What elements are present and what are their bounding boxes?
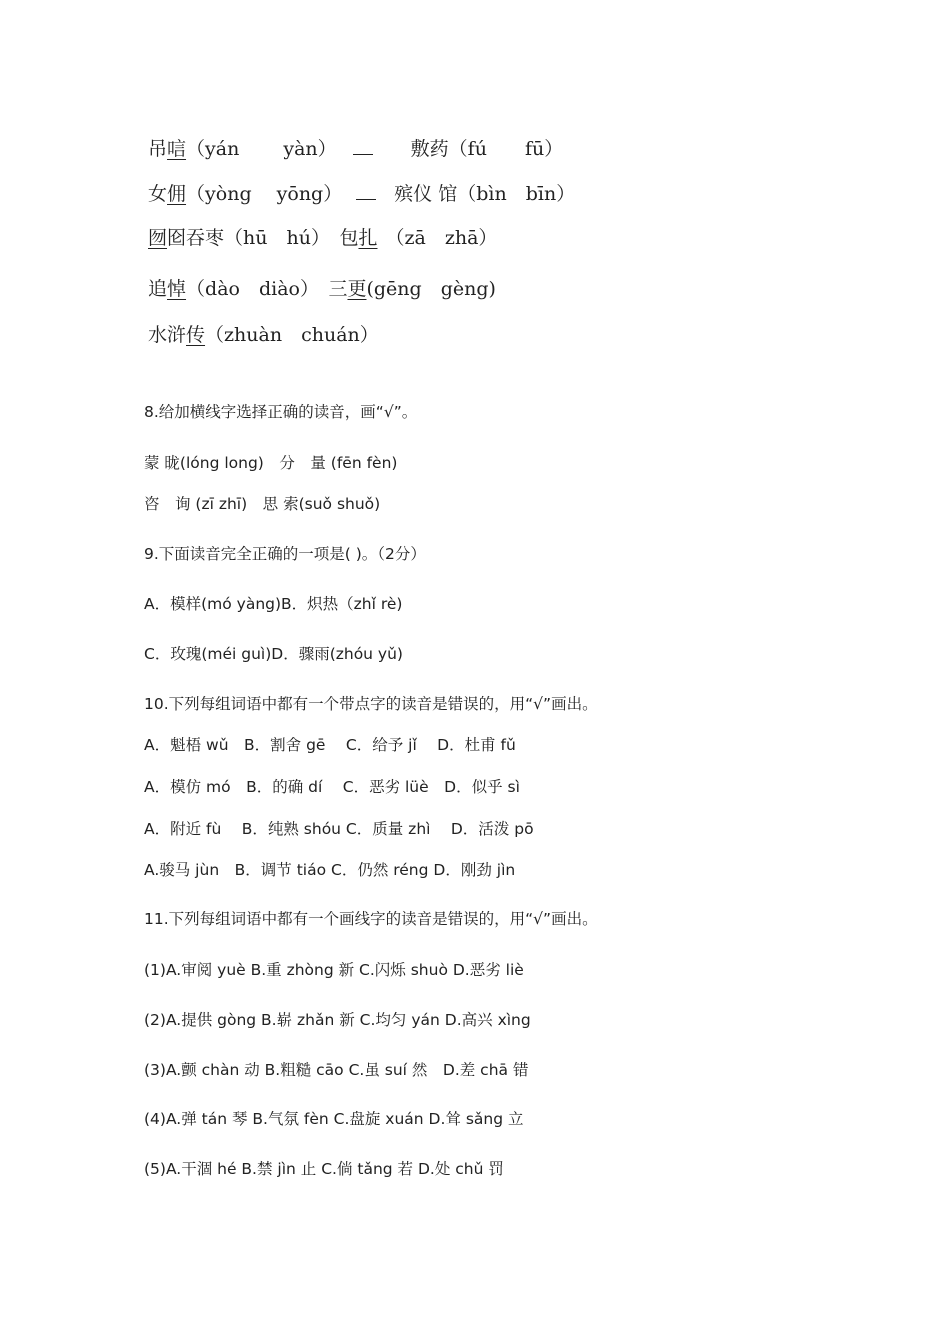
question-10-heading: 10.下列每组词语中都有一个带点字的读音是错误的，用“√”画出。: [144, 695, 598, 713]
pinyin-options: （zā zhā）: [385, 227, 498, 249]
word-char: 追: [148, 278, 168, 300]
answer-blank: [353, 138, 373, 155]
pinyin-options: （yán yàn）: [186, 138, 337, 160]
pinyin-row-1: [148, 134, 563, 161]
word-char: 女: [148, 183, 168, 205]
question-11-item-5: (5)A.干涸 hé B.禁 jìn 止 C.倘 tǎng 若 D.处 chǔ 罚: [144, 1160, 504, 1178]
question-10-group-1: A．魁梧 wǔ B．割舍 gē C．给予 jǐ D．杜甫 fǔ: [144, 736, 516, 754]
underlined-char: 唁: [167, 138, 187, 160]
underlined-char: 更: [347, 278, 367, 300]
question-11-item-4: (4)A.弹 tán 琴 B.气氛 fèn C.盘旋 xuán D.耸 sǎng 立: [144, 1110, 524, 1128]
question-10-group-4: A.骏马 jùn B．调节 tiáo C．仍然 réng D．刚劲 jìn: [144, 861, 516, 879]
word-with-pinyin: 敷药（fú fū）: [410, 138, 564, 160]
question-9-heading: 9.下面读音完全正确的一项是( )。（2分）: [144, 545, 426, 563]
question-8-heading: 8.给加横线字选择正确的读音，画“√”。: [144, 403, 418, 421]
question-11-item-2: (2)A.提供 gòng B.崭 zhǎn 新 C.均匀 yán D.高兴 xìng: [144, 1011, 531, 1029]
question-11-item-1: (1)A.审阅 yuè B.重 zhòng 新 C.闪烁 shuò D.恶劣 liè: [144, 961, 524, 979]
pinyin-row-5: [148, 320, 379, 347]
question-8-line-1: 蒙 昽(lóng long) 分 量 (fēn fèn): [144, 454, 398, 472]
pinyin-row-2: [148, 179, 575, 206]
question-11-heading: 11.下列每组词语中都有一个画线字的读音是错误的，用“√”画出。: [144, 910, 598, 928]
pinyin-row-3: [148, 223, 497, 250]
underlined-char: 佣: [167, 183, 187, 205]
question-11-item-3: (3)A.颤 chàn 动 B.粗糙 cāo C.虽 suí 然 D.差 chā 错: [144, 1061, 529, 1079]
word-with-pinyin: 殡仪 馆（bìn bīn）: [394, 183, 576, 205]
word-text: 囵吞枣（hū hú） 包: [167, 227, 359, 249]
pinyin-options: （dào diào） 三: [186, 278, 348, 300]
underlined-char: 扎: [358, 227, 378, 249]
question-9-options-cd: C．玫瑰(méi guì)D．骤雨(zhóu yǔ): [144, 645, 403, 663]
word-text: 水浒: [148, 324, 187, 346]
question-10-group-3: A．附近 fù B．纯熟 shóu C．质量 zhì D．活泼 pō: [144, 820, 534, 838]
underlined-char: 传: [186, 324, 206, 346]
question-9-options-ab: A．模样(mó yàng)B．炽热（zhǐ rè): [144, 595, 403, 613]
underlined-char: 囫: [148, 227, 168, 249]
word-char: 吊: [148, 138, 168, 160]
pinyin-options: （yòng yōng）: [186, 183, 343, 205]
answer-blank: [356, 183, 376, 200]
pinyin-options: （zhuàn chuán）: [205, 324, 379, 346]
question-8-line-2: 咨 询 (zī zhī) 思 索(suǒ shuǒ): [144, 495, 381, 513]
question-10-group-2: A．模仿 mó B．的确 dí C．恶劣 lüè D．似乎 sì: [144, 778, 520, 796]
pinyin-row-4: [148, 274, 496, 301]
underlined-char: 悼: [167, 278, 187, 300]
pinyin-options: (gēng gèng): [366, 278, 496, 300]
